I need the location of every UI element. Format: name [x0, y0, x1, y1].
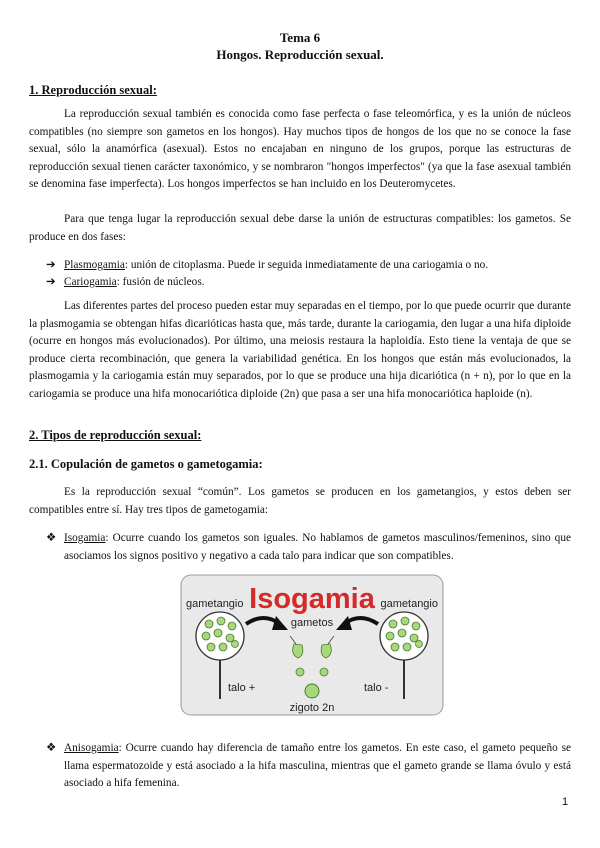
section-1-paragraph-3: Las diferentes partes del proceso pueden estar muy separadas en el tiempo, por lo que puede ocurrir que durante la plasmogamia se obtengan hifas dicarióticas hasta que, más tarde, durante la cariogamia, den lugar a una hifa diploide (ocurre en hongos más evolucionados). Por último, una meiosis restaura la haploidía. Esto tiene la ventaja de que se produce cierta recombinación, que genera la variabilidad genética. En los hongos que están más evolucionados, la plasmogamia y la cariogamia están muy separados, por lo que se produce una hija dicariótica (n + n), por lo que en la cariogamia se produce una hifa monocariótica diploide (2n) que pasa a ser una hifa monocariótica haploide (n). — [29, 300, 571, 400]
phase-text: : fusión de núcleos. — [116, 276, 205, 288]
type-term: Anisogamia — [64, 742, 119, 754]
section-2-heading: 2. Tipos de reproducción sexual: — [29, 428, 202, 442]
section-1-paragraph-1: La reproducción sexual también es conocida como fase perfecta o fase teleomórfica, y es la unión de núcleos compatibles (no siempre son gametos en los hongos). Hay muchos tipos de hongos de los que no se conoce la fase sexual, sólo la anamórfica (asexual). Estos no encajaban en ninguno de los grupos, porque las estructuras de reproducción sexual tienen carácter taxonómico, y se nombraron "hongos imperfectos" (ya que la fase asexual también se denomina fase imperfecta). Los hongos imperfectos se han incluido en los Deuteromycetes. — [29, 108, 571, 191]
type-item-isogamia — [46, 530, 571, 565]
page-number: 1 — [562, 796, 569, 808]
type-text: : Ocurre cuando los gametos son iguales. No hablamos de gametos masculinos/femeninos, sino que asociamos los signos positivo y negativo a cada talo para indicar que son compatibles. — [64, 532, 571, 562]
talo-plus-label: talo + — [228, 682, 256, 694]
type-term: Isogamia — [64, 532, 106, 544]
document-title: Hongos. Reproducción sexual. — [216, 47, 384, 62]
diagram-title: Isogamia — [249, 583, 375, 615]
diamond-bullet-icon: ❖ — [46, 532, 57, 544]
right-gametangio-label: gametangio — [380, 598, 438, 610]
type-item-anisogamia — [46, 740, 571, 793]
arrow-bullet-icon: ➔ — [46, 276, 56, 288]
phase-text: : unión de citoplasma. Puede ir seguida inmediatamente de una cariogamia o no. — [124, 259, 489, 271]
section-2-paragraph-1: Es la reproducción sexual “común”. Los gametos se producen en los gametangios, y estos deben ser compatibles entre sí. Hay tres tipos de gametogamia: — [29, 486, 571, 516]
gametos-label: gametos — [290, 617, 334, 629]
document-title-topic: Tema 6 — [279, 30, 321, 45]
diamond-bullet-icon: ❖ — [46, 742, 57, 754]
talo-minus-label: talo - — [364, 682, 389, 694]
phase-term: Plasmogamia — [64, 259, 125, 271]
isogamia-diagram — [180, 574, 444, 716]
arrow-bullet-icon: ➔ — [46, 259, 56, 271]
phase-item-cariogamia — [46, 274, 571, 292]
type-text: : Ocurre cuando hay diferencia de tamaño entre los gametos. En este caso, el gameto pequeño se llama espermatozoide y está asociado a la hifa masculina, mientras que el gameto grande se llama óvulo y está asociado a hifa femenina. — [64, 742, 571, 790]
zygote-cell — [305, 684, 319, 698]
phase-term: Cariogamia — [64, 276, 117, 288]
left-gametangio-label: gametangio — [186, 598, 244, 610]
section-2-1-heading: 2.1. Copulación de gametos o gametogamia: — [29, 457, 263, 471]
phase-item-plasmogamia — [46, 257, 571, 275]
section-1-paragraph-2: Para que tenga lugar la reproducción sexual debe darse la unión de estructuras compatibles: los gametos. Se produce en dos fases: — [29, 213, 571, 243]
section-1-heading: 1. Reproducción sexual: — [29, 83, 157, 97]
zigoto-label: zigoto 2n — [289, 702, 335, 714]
